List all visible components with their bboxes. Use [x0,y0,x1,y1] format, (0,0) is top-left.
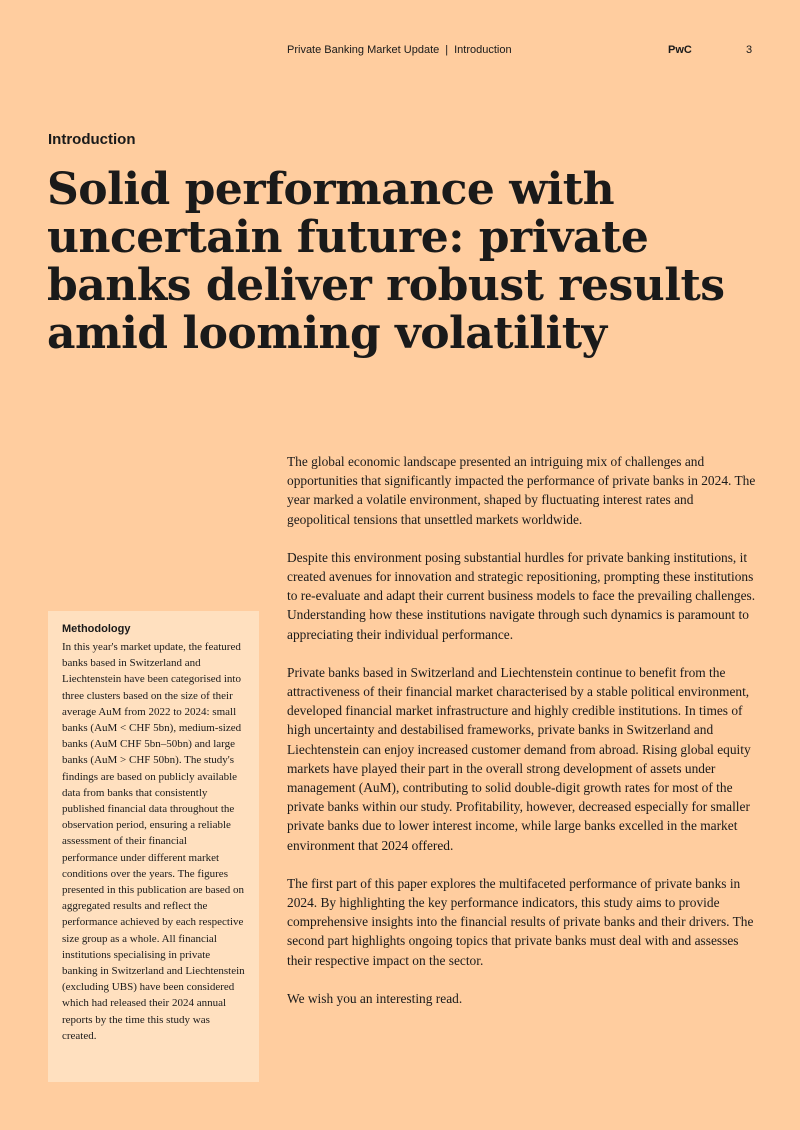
page-headline: Solid performance with uncertain future: private banks deliver robust results amid looming volatility [47,164,725,359]
methodology-title: Methodology [62,623,131,635]
body-paragraph: The global economic landscape presented an intriguing mix of challenges and opportunities that significantly impacted the performance of private banks in 2024. The year marked a volatile environment, shaped by fluctuating interest rates and geopolitical tensions that unsettled markets worldwide. [287,454,756,527]
body-paragraph: Despite this environment posing substantial hurdles for private banking institutions, it created avenues for innovation and strategic repositioning, prompting these institutions to re-evaluate and adapt their current business models to face the prevailing challenges. Understanding how these institutions navigate through such dynamics is paramount to appreciating their individual performance. [287,549,756,642]
body-text [287,452,757,1027]
running-header [287,44,512,56]
publication-title: Private Banking Market Update [287,44,440,56]
section-label: Introduction [48,131,136,148]
methodology-box [48,611,259,1082]
body-paragraph: Private banks based in Switzerland and Liechtenstein continue to benefit from the attractiveness of their financial market characterised by a stable political environment, developed financial market infrastructure and highly credible institutions. In times of high uncertainty and destabilised frameworks, private banks in Switzerland and Liechtenstein can enjoy increased customer demand from abroad. Rising global equity markets have played their part in the overall strong development of assets under management (AuM), contributing to solid double-digit growth rates for most of the private banks within our study. Profitability, however, decreased especially for smaller private banks due to lower interest income, while large banks excelled in the market environment that 2024 offered. [287,664,751,853]
page-header [0,44,800,60]
body-paragraph: The first part of this paper explores the multifaceted performance of private banks in 2024. By highlighting the key performance indicators, this study aims to provide comprehensive insights into the financial results of private banks and their drivers. The second part highlights ongoing topics that private banks must deal with and assesses their respective impact on the sector. [287,875,754,968]
header-separator: | [445,44,449,56]
brand-name: PwC [668,44,692,56]
header-section: Introduction [454,44,512,56]
body-paragraph: We wish you an interesting read. [287,990,463,1006]
page-number: 3 [746,44,753,56]
methodology-text: In this year's market update, the featured banks based in Switzerland and Liechtenstein have been categorised into three clusters based on the size of their average AuM from 2022 to 2024: small banks (AuM < CHF 5bn), medium-sized banks (AuM CHF 5bn–50bn) and large banks (AuM > CHF 50bn). The study's findings are based on publicly available data from banks that consistently published financial data throughout the observation period, ensuring a reliable assessment of their financial performance under different market conditions over the years. The figures presented in this publication are based on aggregated results and reflect the performance achieved by each respective size group as a whole. All financial institutions specialising in private banking in Switzerland and Liechtenstein (excluding UBS) have been considered which had released their 2024 annual reports by the time this study was created. [62,641,245,1042]
